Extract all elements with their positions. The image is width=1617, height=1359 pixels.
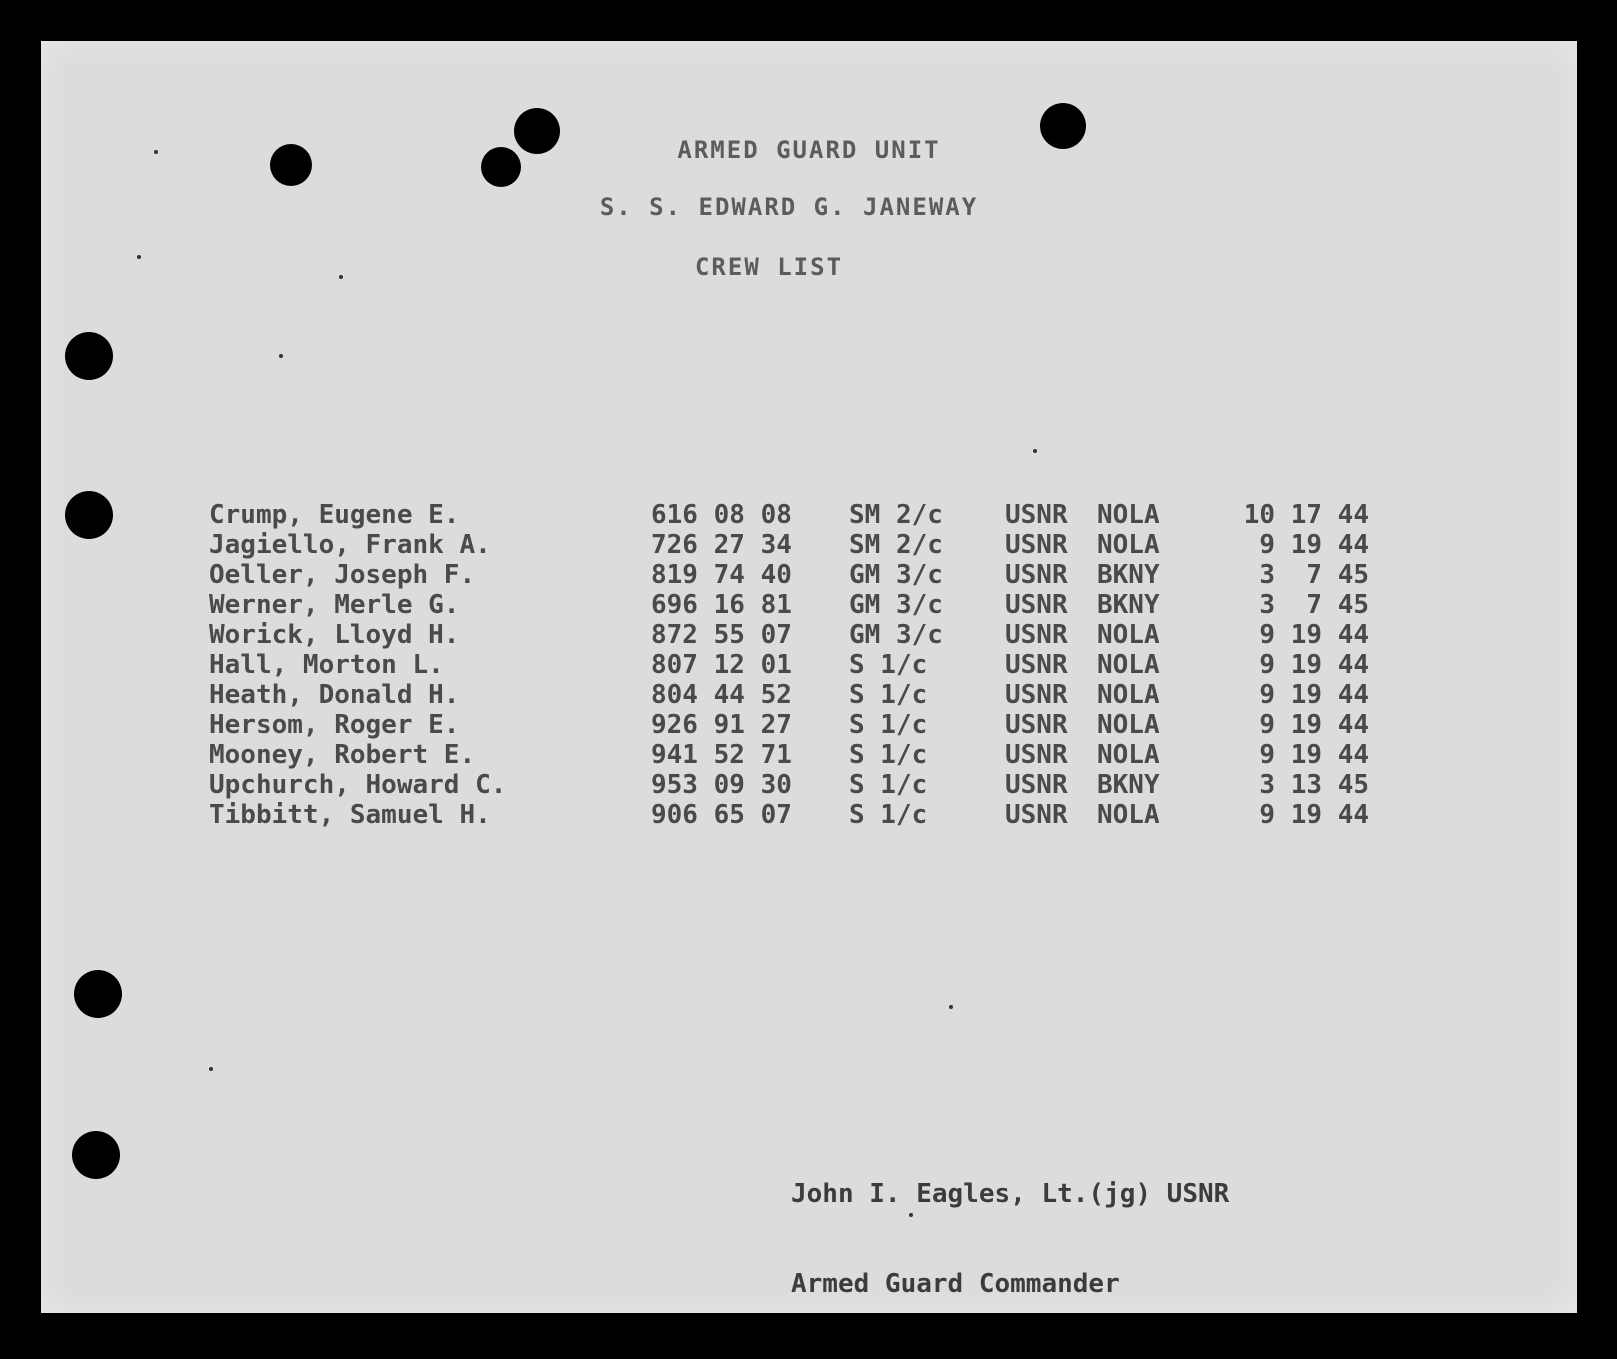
crew-name: Oeller, Joseph F. <box>209 560 476 590</box>
crew-branch: USNR <box>1005 530 1068 560</box>
crew-name: Hersom, Roger E. <box>209 710 460 740</box>
crew-rate: S 1/c <box>849 770 928 800</box>
crew-date: 10 17 44 <box>1243 500 1369 530</box>
crew-serial: 953 09 30 <box>651 770 792 800</box>
crew-serial: 804 44 52 <box>651 680 792 710</box>
crew-name: Worick, Lloyd H. <box>209 620 460 650</box>
crew-name: Jagiello, Frank A. <box>209 530 491 560</box>
crew-name: Crump, Eugene E. <box>209 500 460 530</box>
crew-rate: GM 3/c <box>849 560 943 590</box>
crew-branch: USNR <box>1005 590 1068 620</box>
crew-branch: USNR <box>1005 740 1068 770</box>
speck <box>279 354 283 358</box>
crew-rate: S 1/c <box>849 800 928 830</box>
crew-rate: SM 2/c <box>849 500 943 530</box>
crew-station: NOLA <box>1097 710 1160 740</box>
crew-date: 3 7 45 <box>1259 560 1369 590</box>
crew-rate: S 1/c <box>849 680 928 710</box>
crew-station: NOLA <box>1097 620 1160 650</box>
crew-date: 9 19 44 <box>1259 680 1369 710</box>
crew-date: 9 19 44 <box>1259 800 1369 830</box>
crew-station: NOLA <box>1097 680 1160 710</box>
punch-hole <box>74 970 122 1018</box>
ship-heading: S. S. EDWARD G. JANEWAY <box>599 193 979 221</box>
crew-serial: 616 08 08 <box>651 500 792 530</box>
punch-hole <box>65 491 113 539</box>
crew-date: 9 19 44 <box>1259 650 1369 680</box>
crew-serial: 941 52 71 <box>651 740 792 770</box>
crew-branch: USNR <box>1005 680 1068 710</box>
crew-date: 9 19 44 <box>1259 740 1369 770</box>
speck <box>209 1067 213 1071</box>
crew-serial: 726 27 34 <box>651 530 792 560</box>
punch-hole <box>72 1131 120 1179</box>
crew-rate: SM 2/c <box>849 530 943 560</box>
signature-block <box>791 1119 1229 1359</box>
crew-station: BKNY <box>1097 770 1160 800</box>
crew-station: BKNY <box>1097 590 1160 620</box>
crew-branch: USNR <box>1005 560 1068 590</box>
crew-name: Tibbitt, Samuel H. <box>209 800 491 830</box>
speck <box>1033 449 1037 453</box>
crew-branch: USNR <box>1005 800 1068 830</box>
crew-station: BKNY <box>1097 560 1160 590</box>
crew-branch: USNR <box>1005 650 1068 680</box>
crew-date: 9 19 44 <box>1259 530 1369 560</box>
crew-date: 3 13 45 <box>1259 770 1369 800</box>
crew-branch: USNR <box>1005 620 1068 650</box>
crew-date: 3 7 45 <box>1259 590 1369 620</box>
crew-name: Hall, Morton L. <box>209 650 444 680</box>
crew-rate: S 1/c <box>849 710 928 740</box>
crew-name: Upchurch, Howard C. <box>209 770 507 800</box>
speck <box>949 1005 953 1009</box>
crew-rate: GM 3/c <box>849 590 943 620</box>
crew-name: Mooney, Robert E. <box>209 740 476 770</box>
crew-station: NOLA <box>1097 800 1160 830</box>
crew-station: NOLA <box>1097 740 1160 770</box>
crew-rate: GM 3/c <box>849 620 943 650</box>
crew-station: NOLA <box>1097 650 1160 680</box>
crew-station: NOLA <box>1097 530 1160 560</box>
crew-serial: 807 12 01 <box>651 650 792 680</box>
signature-title: Armed Guard Commander <box>791 1269 1120 1299</box>
crew-rate: S 1/c <box>849 650 928 680</box>
crew-date: 9 19 44 <box>1259 620 1369 650</box>
crew-branch: USNR <box>1005 500 1068 530</box>
crew-serial: 872 55 07 <box>651 620 792 650</box>
crew-name: Heath, Donald H. <box>209 680 460 710</box>
crew-date: 9 19 44 <box>1259 710 1369 740</box>
crew-serial: 926 91 27 <box>651 710 792 740</box>
punch-hole <box>65 332 113 380</box>
crew-serial: 906 65 07 <box>651 800 792 830</box>
list-title: CREW LIST <box>694 253 844 281</box>
crew-branch: USNR <box>1005 710 1068 740</box>
crew-serial: 696 16 81 <box>651 590 792 620</box>
document-page <box>41 41 1577 1313</box>
unit-heading: ARMED GUARD UNIT <box>677 136 941 164</box>
crew-branch: USNR <box>1005 770 1068 800</box>
crew-name: Werner, Merle G. <box>209 590 460 620</box>
signature-name: John I. Eagles, Lt.(jg) USNR <box>791 1179 1230 1209</box>
crew-serial: 819 74 40 <box>651 560 792 590</box>
crew-rate: S 1/c <box>849 740 928 770</box>
crew-station: NOLA <box>1097 500 1160 530</box>
